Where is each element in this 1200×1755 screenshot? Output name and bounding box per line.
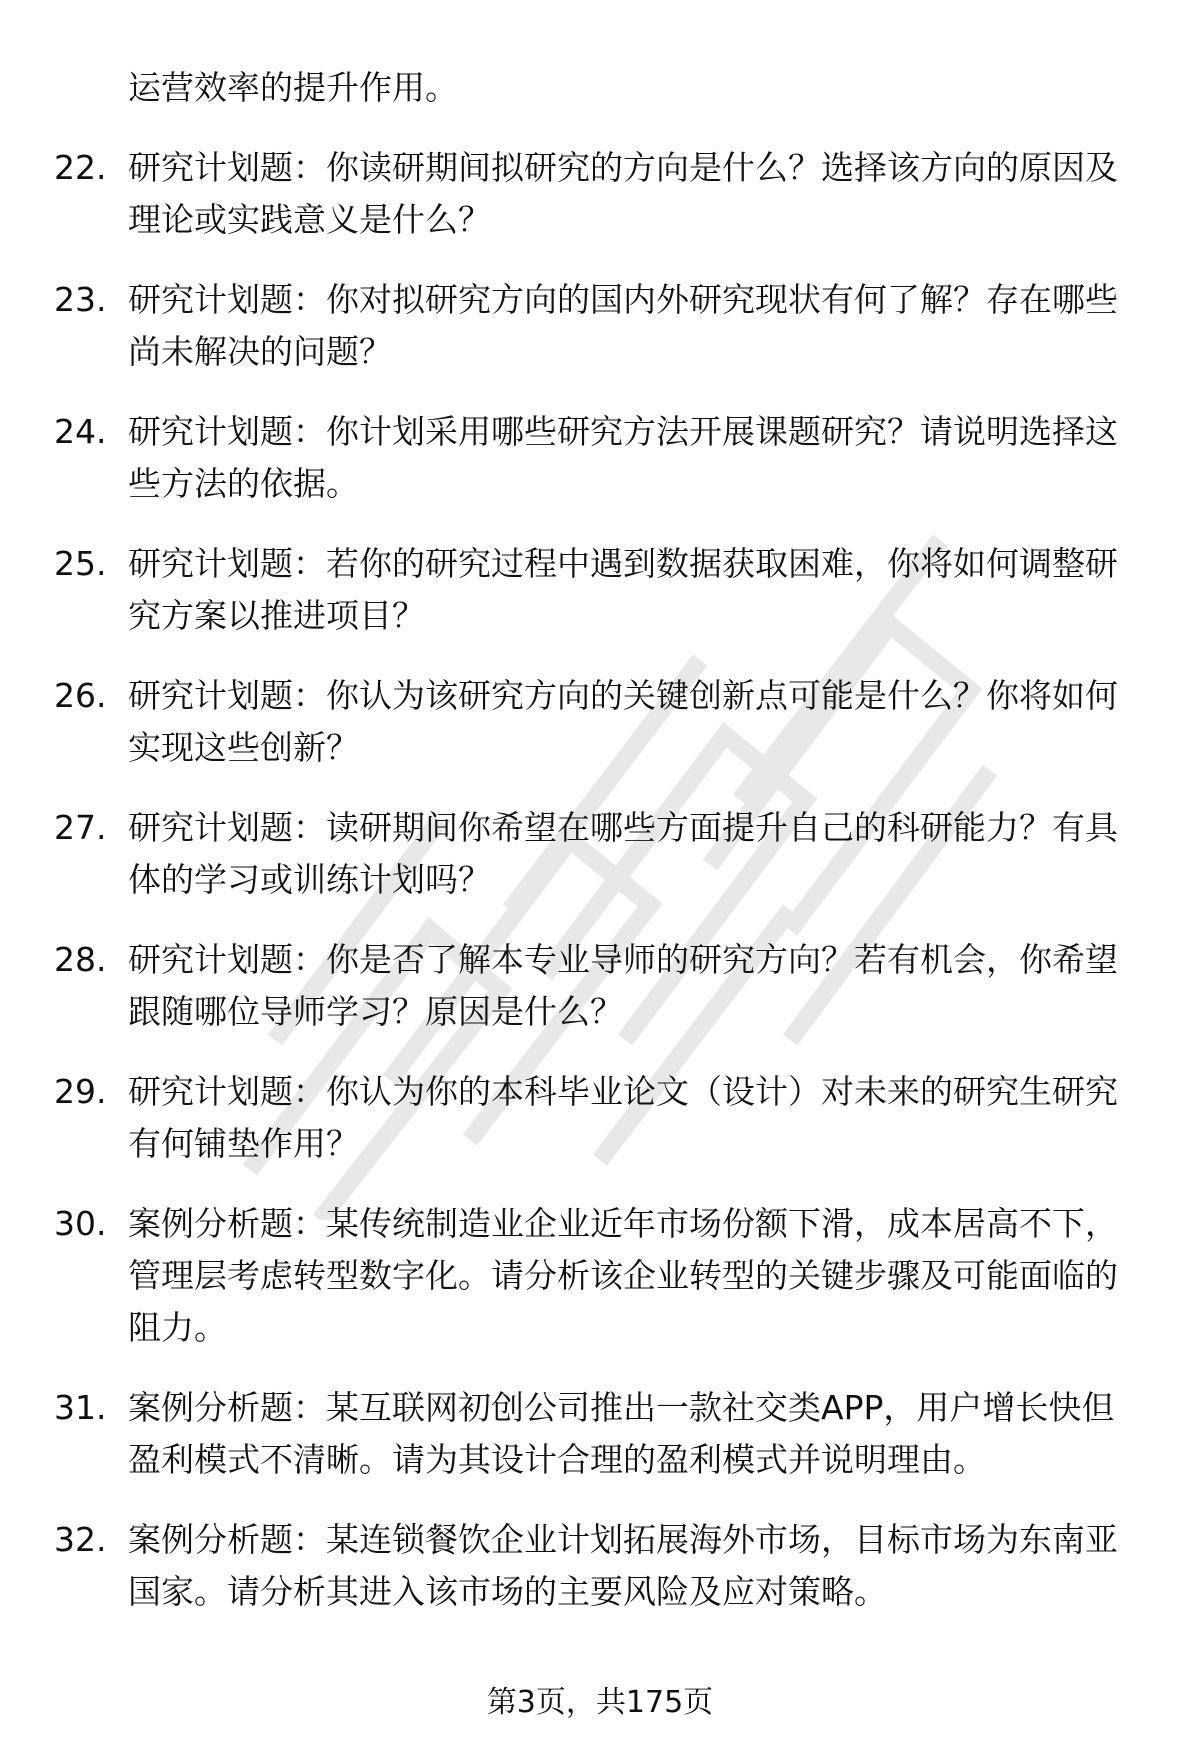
- question-text: 研究计划题：你认为该研究方向的关键创新点可能是什么？你将如何实现这些创新？: [128, 676, 1118, 767]
- question-item-30: [0, 1198, 1200, 1354]
- question-number: 25.: [54, 544, 107, 583]
- question-text: 案例分析题：某互联网初创公司推出一款社交类APP，用户增长快但盈利模式不清晰。请为其设计合理的盈利模式并说明理由。: [128, 1388, 1115, 1479]
- question-text: 案例分析题：某传统制造业企业近年市场份额下滑，成本居高不下，管理层考虑转型数字化。请分析该企业转型的关键步骤及可能面临的阻力。: [128, 1204, 1118, 1347]
- question-number: 24.: [54, 412, 107, 451]
- question-number: 27.: [54, 808, 107, 847]
- question-item-23: [0, 274, 1200, 378]
- continuation-text: 运营效率的提升作用。: [128, 68, 458, 107]
- question-item-31: [0, 1382, 1200, 1486]
- question-text: 研究计划题：若你的研究过程中遇到数据获取困难，你将如何调整研究方案以推进项目？: [128, 544, 1118, 635]
- question-item-24: [0, 406, 1200, 510]
- question-item-25: [0, 538, 1200, 642]
- page-footer: 第3页，共175页: [486, 1685, 714, 1720]
- question-item-26: [0, 670, 1200, 774]
- question-number: 29.: [54, 1072, 107, 1111]
- question-item-27: [0, 802, 1200, 906]
- question-text: 研究计划题：你对拟研究方向的国内外研究现状有何了解？存在哪些尚未解决的问题？: [128, 280, 1118, 371]
- question-number: 23.: [54, 280, 107, 319]
- question-list: [0, 142, 1200, 1646]
- question-text: 研究计划题：你计划采用哪些研究方法开展课题研究？请说明选择这些方法的依据。: [128, 412, 1118, 503]
- question-number: 26.: [54, 676, 107, 715]
- question-item-29: [0, 1066, 1200, 1170]
- question-item-28: [0, 934, 1200, 1038]
- question-number: 32.: [54, 1520, 107, 1559]
- question-number: 28.: [54, 940, 107, 979]
- question-number: 30.: [54, 1204, 107, 1243]
- question-number: 22.: [54, 148, 107, 187]
- question-text: 研究计划题：读研期间你希望在哪些方面提升自己的科研能力？有具体的学习或训练计划吗？: [128, 808, 1118, 899]
- question-text: 研究计划题：你认为你的本科毕业论文（设计）对未来的研究生研究有何铺垫作用？: [128, 1072, 1118, 1163]
- question-number: 31.: [54, 1388, 107, 1427]
- question-text: 研究计划题：你读研期间拟研究的方向是什么？选择该方向的原因及理论或实践意义是什么？: [128, 148, 1118, 239]
- question-item-22: [0, 142, 1200, 246]
- question-text: 研究计划题：你是否了解本专业导师的研究方向？若有机会，你希望跟随哪位导师学习？原因是什么？: [128, 940, 1118, 1031]
- question-text: 案例分析题：某连锁餐饮企业计划拓展海外市场，目标市场为东南亚国家。请分析其进入该市场的主要风险及应对策略。: [128, 1520, 1118, 1611]
- question-item-32: [0, 1514, 1200, 1618]
